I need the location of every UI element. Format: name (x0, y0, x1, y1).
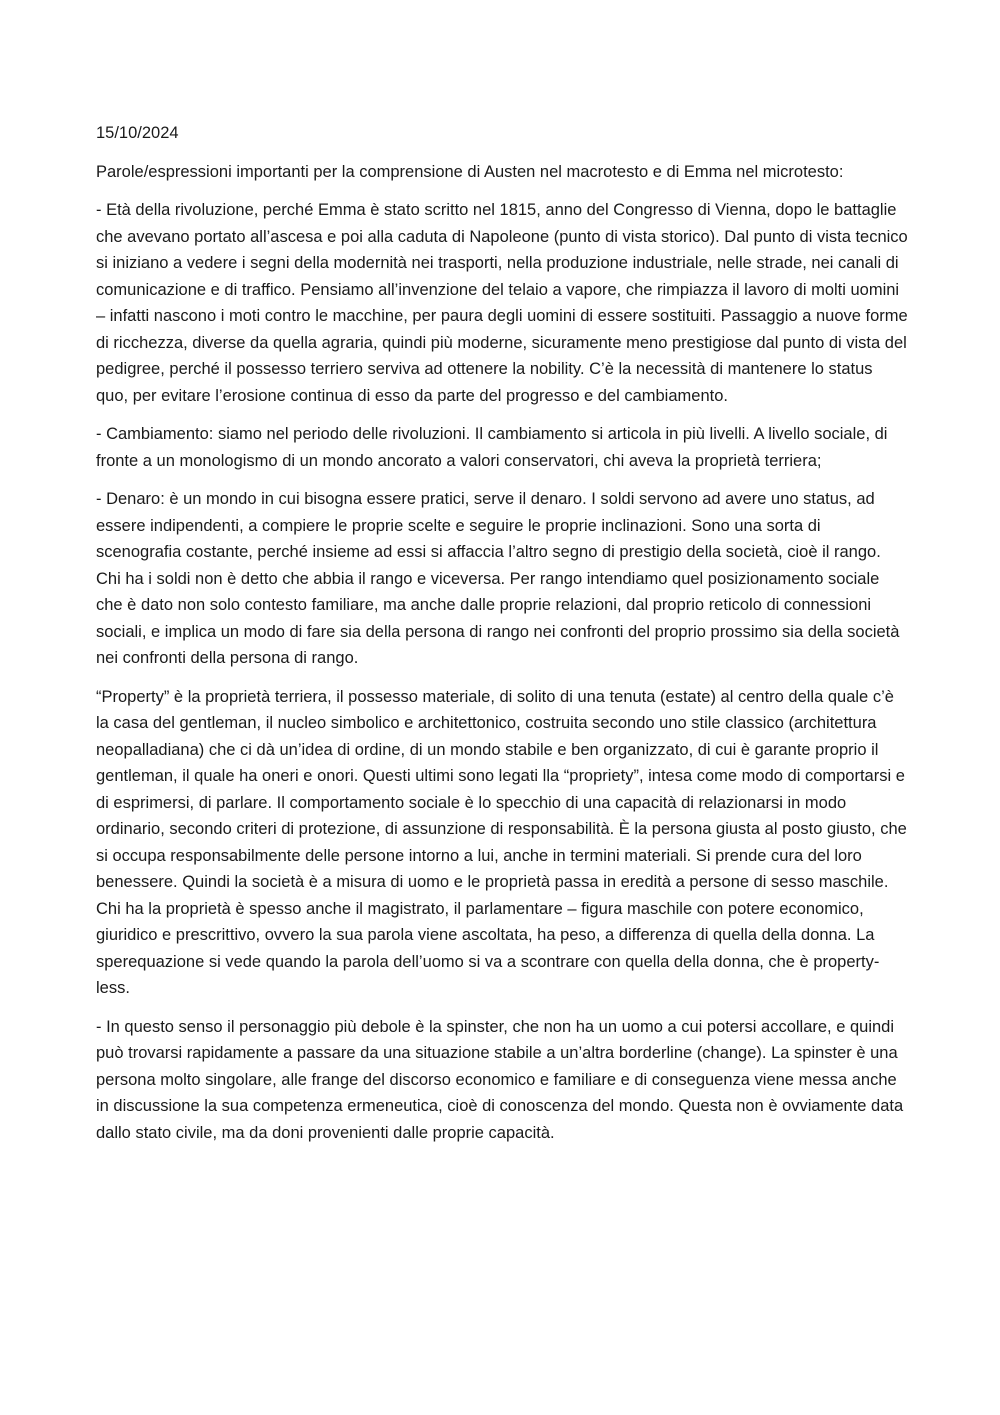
paragraph-spinster: - In questo senso il personaggio più debole è la spinster, che non ha un uomo a cui potersi accollare, e quindi può trovarsi rapidamente a passare da una situazione stabile a un’altra borderline (change). La spinster è una persona molto singolare, alle frange del discorso economico e familiare e di conseguenza viene messa anche in discussione la sua competenza ermeneutica, cioè di conoscenza del mondo. Questa non è ovviamente data dallo stato civile, ma da doni provenienti dalle proprie capacità. (96, 1017, 904, 1142)
document-body (96, 120, 908, 1158)
paragraph-change: - Cambiamento: siamo nel periodo delle rivoluzioni. Il cambiamento si articola in più livelli. A livello sociale, di fronte a un monologismo di un mondo ancorato a valori conservatori, chi aveva la proprietà terriera; (96, 425, 888, 470)
paragraph-revolution: - Età della rivoluzione, perché Emma è stato scritto nel 1815, anno del Congresso di Vienna, dopo le battaglie che avevano portato all’ascesa e poi alla caduta di Napoleone (punto di vista storico). Dal punto di vista tecnico si iniziano a vedere i segni della modernità nei trasporti, nella produzione industriale, nelle strade, nei canali di comunicazione e di traffico. Pensiamo all’invenzione del telaio a vapore, che rimpiazza il lavoro di molti uomini – infatti nascono i moti contro le macchine, per paura degli uomini di essere sostituiti. Passaggio a nuove forme di ricchezza, diverse da quella agraria, quindi più moderne, sicuramente meno prestigiose dal punto di vista del pedigree, perché il possesso terriero serviva ad ottenere la nobility. C’è la necessità di mantenere lo status quo, per evitare l’erosione continua di esso da parte del progresso e del cambiamento. (96, 201, 908, 405)
paragraph-property: “Property” è la proprietà terriera, il possesso materiale, di solito di una tenuta (estate) al centro della quale c’è la casa del gentleman, il nucleo simbolico e architettonico, costruita secondo uno stile classico (architettura neopalladiana) che ci dà un’idea di ordine, di un mondo stabile e ben organizzato, di cui è garante proprio il gentleman, il quale ha oneri e onori. Questi ultimi sono legati lla “propriety”, intesa come modo di comportarsi e di esprimersi, di parlare. Il comportamento sociale è lo specchio di una capacità di relazionarsi in modo ordinario, secondo criteri di protezione, di assunzione di responsabilità. È la persona giusta al posto giusto, che si occupa responsabilmente delle persone intorno a lui, anche in termini materiali. Si prende cura del loro benessere. Quindi la società è a misura di uomo e le proprietà passa in eredità a persone di sesso maschile. Chi ha la proprietà è spesso anche il magistrato, il parlamentare – figura maschile con potere economico, giuridico e prescrittivo, ovvero la sua parola viene ascoltata, ha peso, a differenza di quella della donna. La sperequazione si vede quando la parola dell’uomo si va a scontrare con quella della donna, che è property-less. (96, 687, 907, 997)
paragraph-money: - Denaro: è un mondo in cui bisogna essere pratici, serve il denaro. I soldi servono ad avere uno status, ad essere indipendenti, a compiere le proprie scelte e seguire le proprie inclinazioni. Sono una sorta di scenografia costante, perché insieme ad essi si affaccia l’altro segno di prestigio della società, cioè il rango. Chi ha i soldi non è detto che abbia il rango e viceversa. Per rango intendiamo quel posizionamento sociale che è dato non solo contesto familiare, ma anche dalle proprie relazioni, dal proprio reticolo di connessioni sociali, e implica un modo di fare sia della persona di rango nei confronti del proprio prossimo sia della società nei confronti della persona di rango. (96, 490, 900, 667)
intro-paragraph: Parole/espressioni importanti per la comprensione di Austen nel macrotesto e di Emma nel microtesto: (96, 162, 844, 181)
document-date: 15/10/2024 (96, 124, 179, 142)
